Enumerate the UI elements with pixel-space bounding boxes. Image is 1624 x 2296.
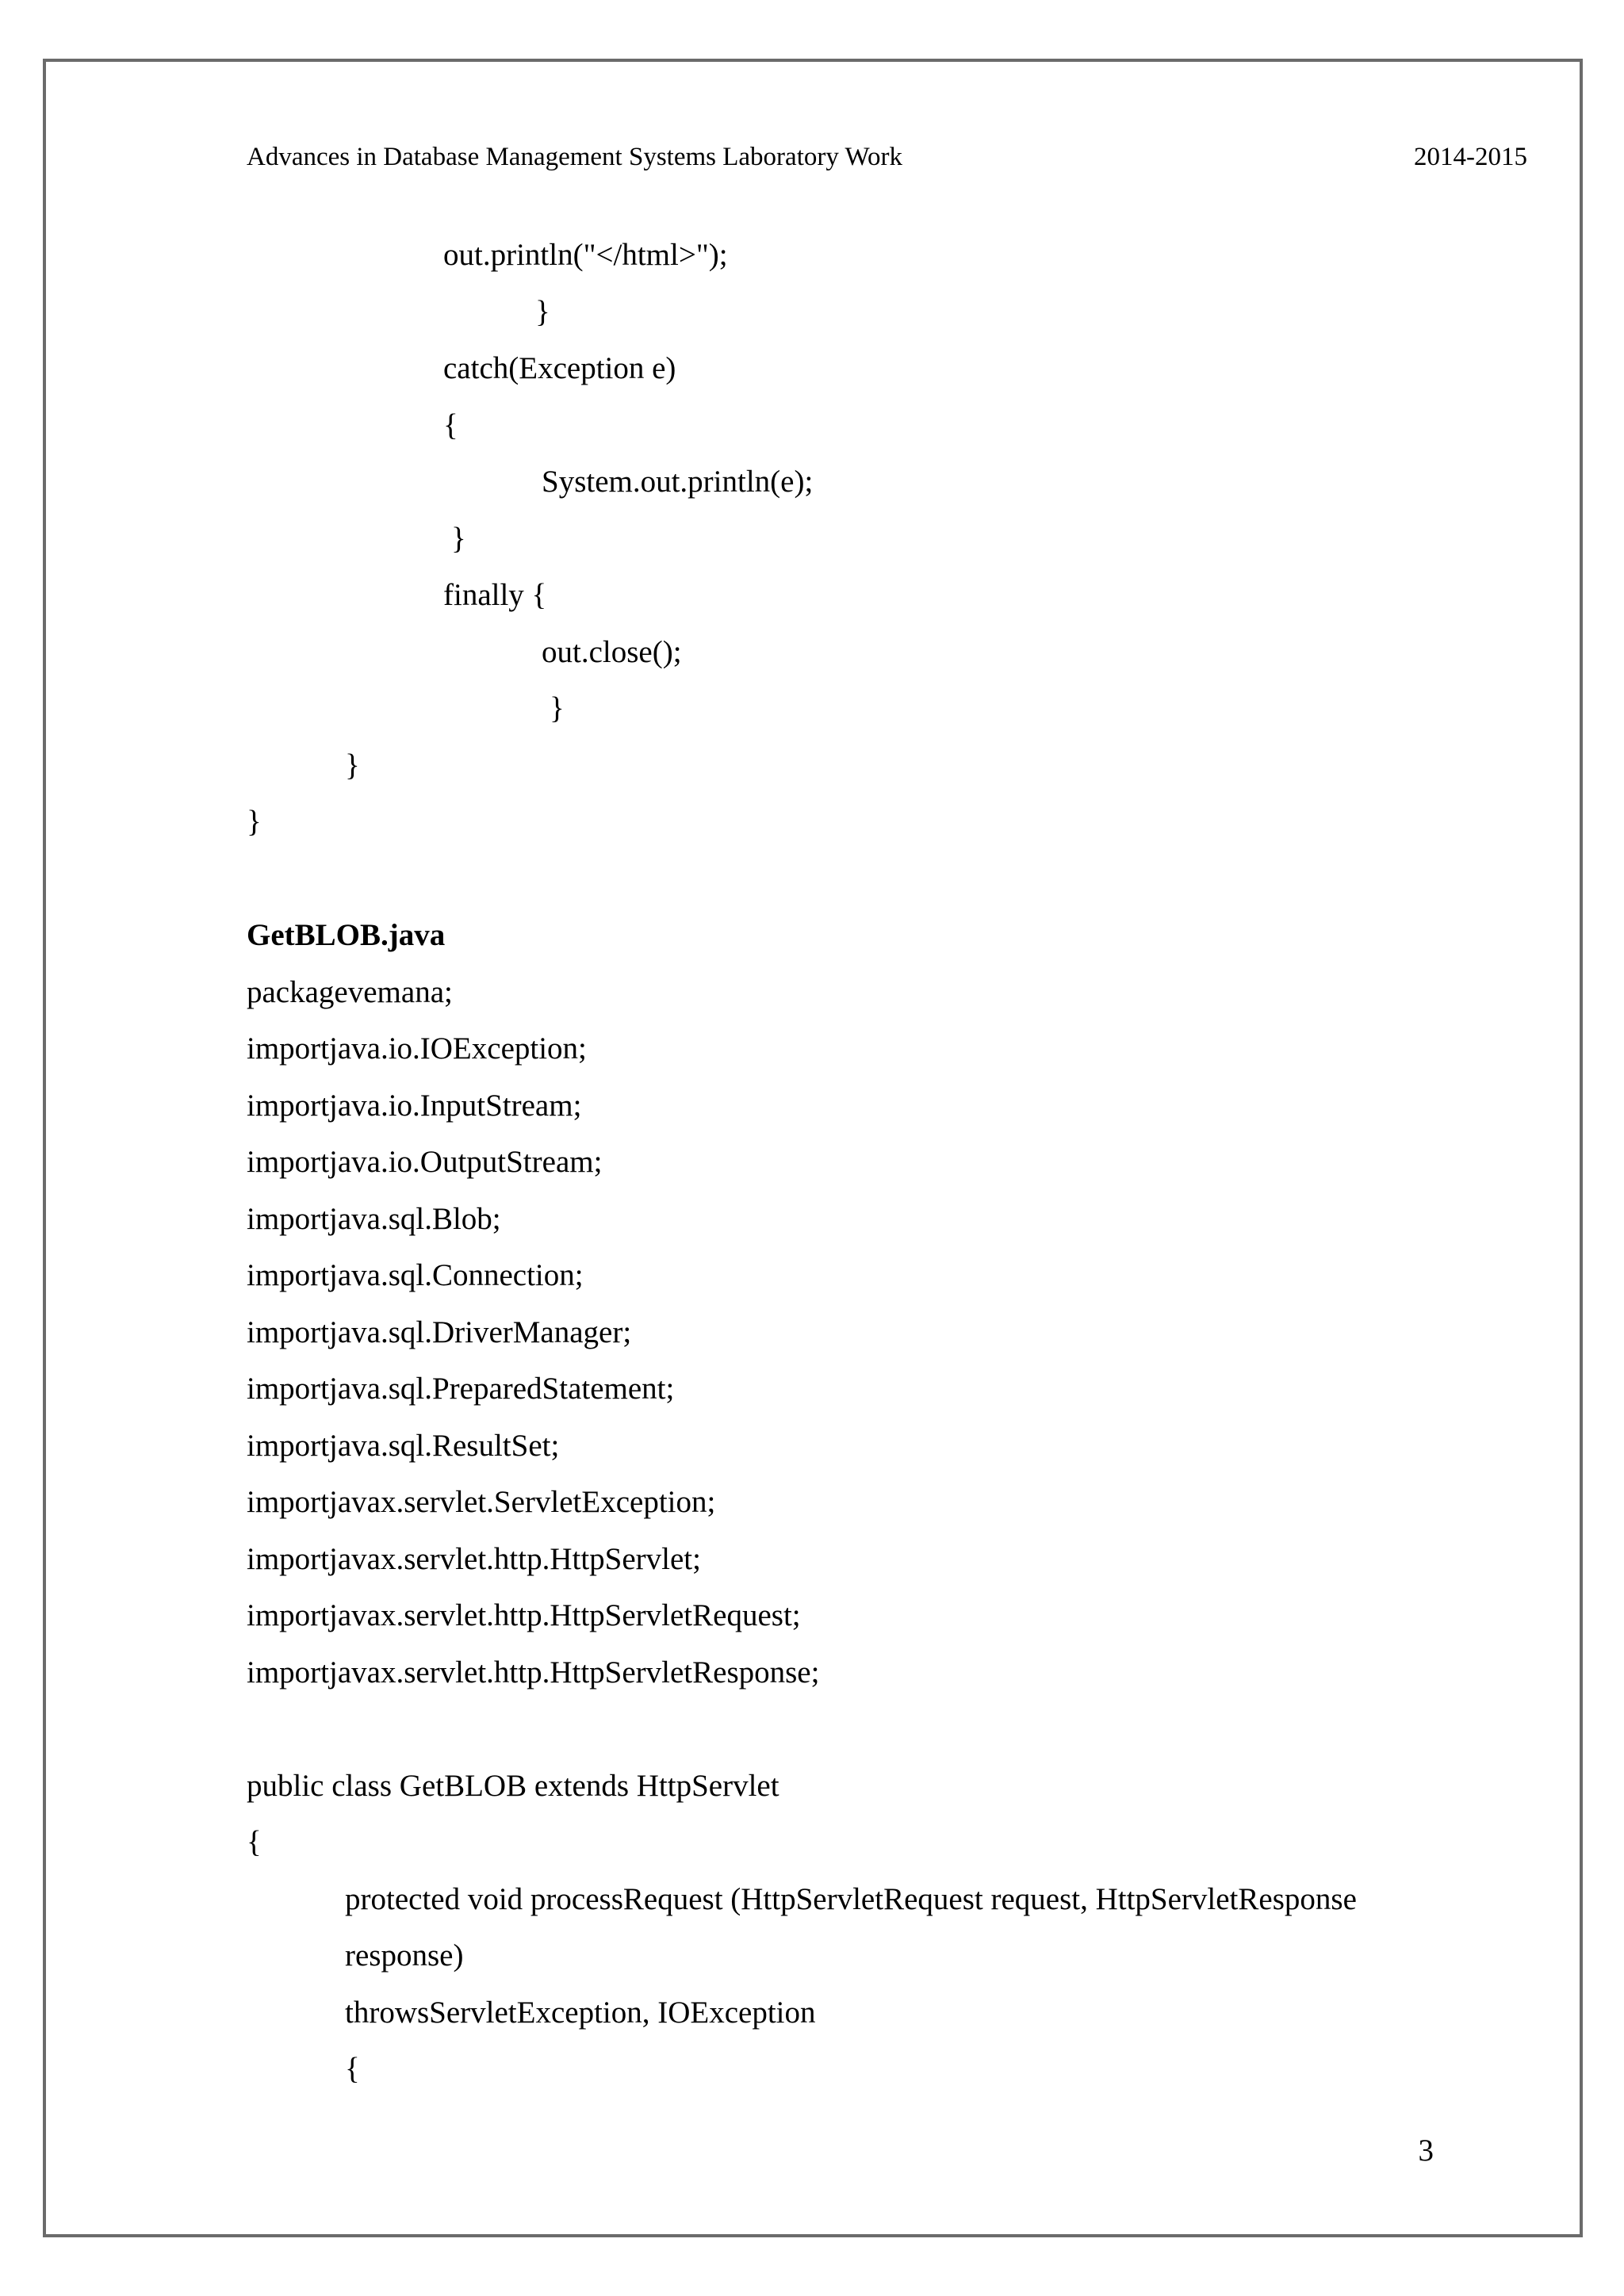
code-line: out.close(); [542, 634, 682, 669]
code-line: } [550, 691, 565, 725]
code-line: importjavax.servlet.ServletException; [247, 1485, 716, 1519]
code-line: { [443, 408, 458, 442]
code-line: importjava.sql.DriverManager; [247, 1314, 632, 1349]
blank-line [247, 1701, 1531, 1758]
code-line: throwsServletException, IOException [345, 1995, 816, 2030]
code-line: } [345, 748, 360, 783]
code-listing [247, 227, 1531, 2098]
code-line: { [247, 1825, 262, 1859]
code-line: importjava.sql.Blob; [247, 1201, 501, 1236]
code-line: { [345, 2052, 360, 2086]
page-header [247, 140, 1527, 174]
code-line: catch(Exception e) [443, 351, 676, 385]
code-line: importjavax.servlet.http.HttpServletRequest; [247, 1598, 801, 1632]
page-number: 3 [1418, 2133, 1434, 2168]
code-line: packagevemana; [247, 974, 453, 1009]
code-line: importjavax.servlet.http.HttpServlet; [247, 1541, 701, 1576]
blank-line [247, 851, 1531, 908]
section-heading: GetBLOB.java [247, 918, 446, 952]
code-line: response) [345, 1938, 464, 1973]
code-line: } [535, 294, 550, 329]
code-line: System.out.println(e); [542, 465, 814, 499]
code-line: finally { [443, 578, 547, 612]
code-line: importjava.sql.ResultSet; [247, 1428, 560, 1463]
header-year: 2014-2015 [1414, 143, 1527, 171]
code-line: } [247, 805, 262, 839]
code-line: importjava.sql.PreparedStatement; [247, 1372, 675, 1406]
code-line: } [451, 521, 466, 556]
code-line: protected void processRequest (HttpServletRequest request, HttpServletResponse [345, 1881, 1357, 1916]
code-line: importjava.io.IOException; [247, 1031, 587, 1066]
code-line: importjavax.servlet.http.HttpServletResponse; [247, 1655, 820, 1689]
code-line: importjava.io.OutputStream; [247, 1145, 603, 1179]
code-line: importjava.io.InputStream; [247, 1088, 582, 1123]
header-title: Advances in Database Management Systems Laboratory Work [247, 143, 902, 171]
code-line: public class GetBLOB extends HttpServlet [247, 1768, 779, 1803]
code-line: importjava.sql.Connection; [247, 1258, 584, 1292]
code-line: out.println("</html>"); [443, 238, 728, 272]
